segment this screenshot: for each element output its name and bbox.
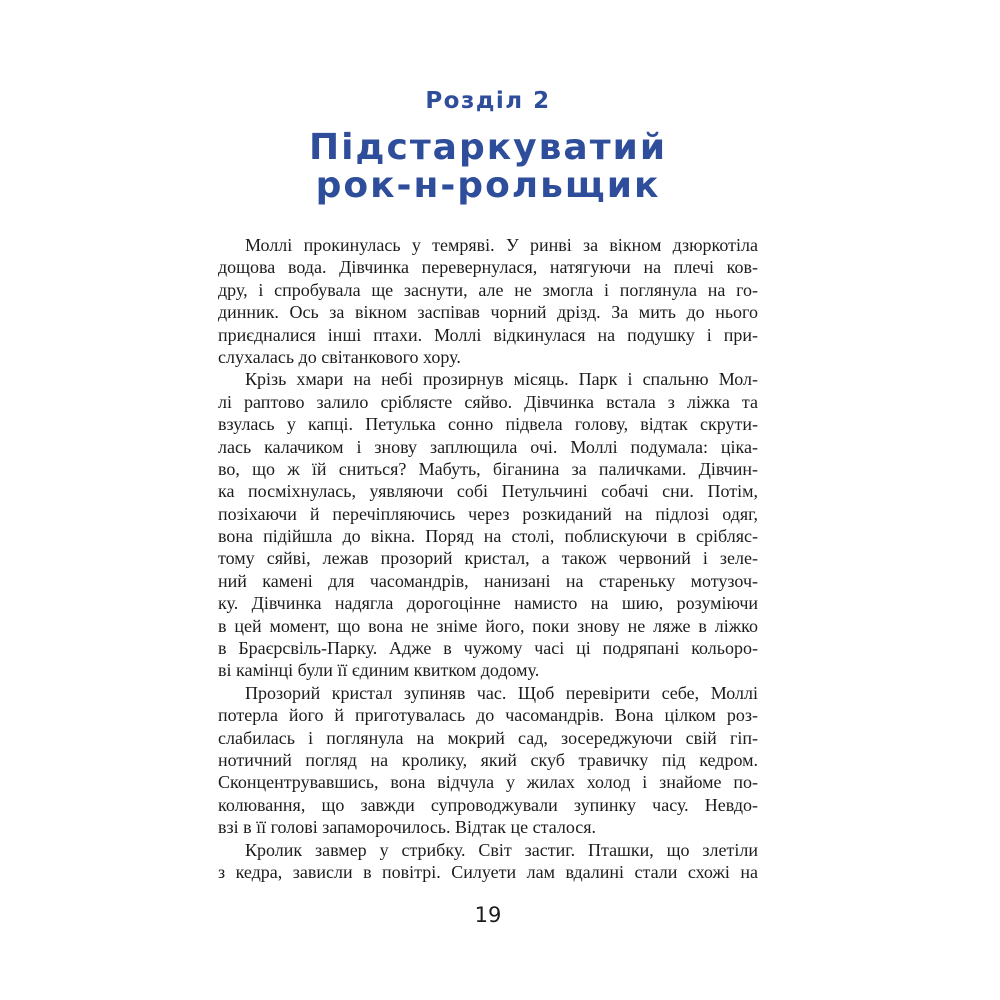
page-number: 19 — [474, 903, 502, 927]
chapter-label: Розділ 2 — [425, 88, 551, 114]
text-line: з кедра, зависли в повітрі. Силуети лам вдалині стали схожі на — [218, 861, 758, 882]
text-line: Крізь хмари на небі прозирнув місяць. Парк і спальню Мол- — [245, 369, 758, 390]
text-line: ка посміхнулась, уявляючи собі Петульчині собачі сни. Потім, — [218, 481, 758, 502]
text-line: взі в її голові запаморочилось. Відтак це сталося. — [218, 817, 597, 838]
paragraph — [218, 368, 758, 681]
text-line: Кролик завмер у стрибку. Світ застиг. Пташки, що злетіли — [245, 839, 758, 860]
text-line: потерла його й приготувалась до часомандрів. Вона цілком роз- — [218, 705, 758, 726]
text-line: в Браєрсвіль-Парку. Адже в чужому часі ці подряпані кольоро- — [218, 638, 758, 659]
paragraph — [218, 234, 758, 368]
text-line: слухалась до світанкового хору. — [218, 346, 461, 367]
chapter-title-line2: рок-н-рольщик — [315, 165, 661, 206]
text-line: в цей момент, що вона не зніме його, поки знову не ляже в ліжко — [218, 615, 758, 636]
text-line: Моллі прокинулась у темряві. У ринві за вікном дзюркотіла — [245, 235, 758, 255]
paragraph — [218, 682, 758, 839]
text-line: во, що ж їй сниться? Мабуть, біганина за паличками. Дівчин- — [218, 458, 758, 479]
text-line: слабилась і поглянула на мокрий сад, зосереджуючи свій гіп- — [218, 727, 758, 748]
text-line: Прозорий кристал зупиняв час. Щоб перевірити себе, Моллі — [245, 682, 758, 703]
text-line: ний камені для часомандрів, нанизані на стареньку мотузоч- — [218, 570, 758, 591]
chapter-title — [168, 129, 808, 205]
paragraph — [218, 839, 758, 884]
text-line: приєдналися інші птахи. Моллі відкинулася на подушку і при- — [218, 324, 758, 345]
chapter-title-line1: Підстаркуватий — [308, 127, 668, 168]
text-line: дру, і спробувала ще заснути, але не змогла і поглянула на го- — [218, 279, 758, 300]
text-line: лась калачиком і знову заплющила очі. Моллі подумала: ціка- — [218, 436, 758, 457]
text-line: тому сяйві, лежав прозорий кристал, а також червоний і зеле- — [218, 548, 758, 569]
text-line: динник. Ось за вікном заспівав чорний дрізд. За мить до нього — [218, 302, 758, 323]
text-line: позіхаючи й перечіпляючись через розкиданий на підлозі одяг, — [218, 503, 758, 524]
text-line: ку. Дівчинка надягла дорогоцінне намисто на шию, розуміючи — [218, 593, 758, 614]
text-line: вона підійшла до вікна. Поряд на столі, поблискуючи в срібляс- — [218, 526, 758, 547]
text-line: взулась у капці. Петулька сонно підвела голову, відтак скрути- — [218, 414, 758, 435]
text-line: нотичний погляд на кролику, який скуб травичку під кедром. — [218, 749, 758, 770]
text-line: лі раптово залило сріблясте сяйво. Дівчинка встала з ліжка та — [218, 391, 758, 412]
text-line: колювання, що завжди супроводжували зупинку часу. Невдо- — [218, 794, 758, 815]
text-line: ві камінці були її єдиним квитком додому. — [218, 660, 540, 681]
text-line: дощова вода. Дівчинка перевернулася, натягуючи на плечі ков- — [218, 257, 758, 278]
body-text — [218, 234, 758, 883]
text-line: Сконцентрувавшись, вона відчула у жилах холод і знайоме по- — [218, 772, 758, 793]
